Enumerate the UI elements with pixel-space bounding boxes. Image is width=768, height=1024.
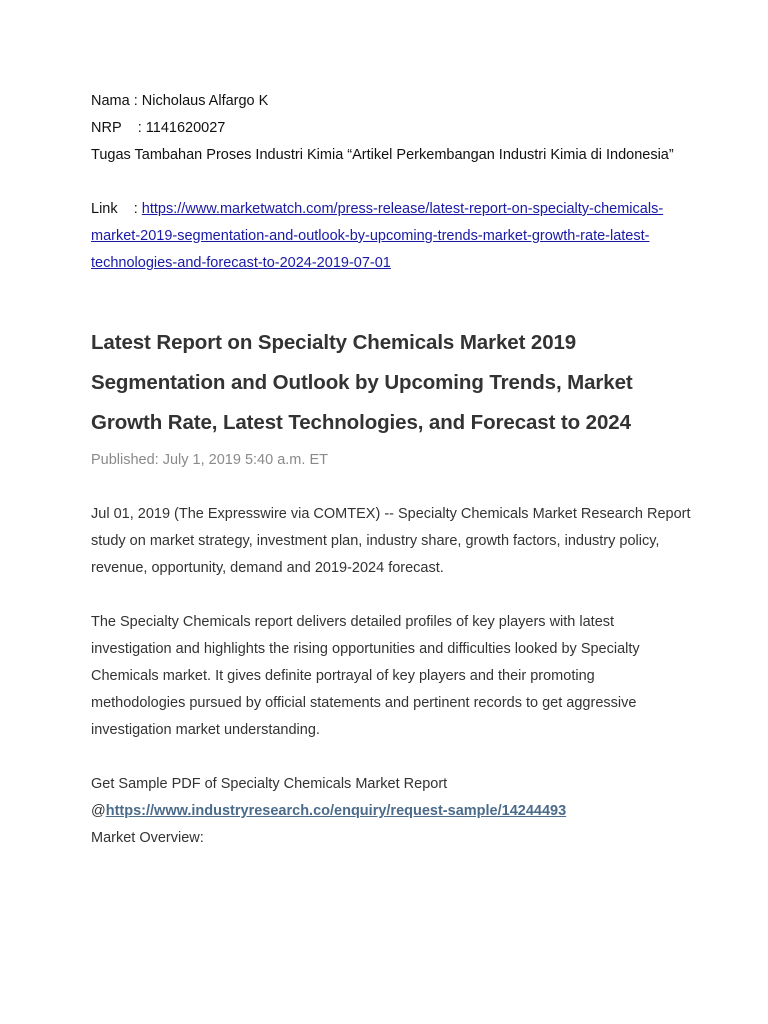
link-label: Link	[91, 201, 118, 217]
nrp-line: NRP : 1141620027	[91, 120, 226, 136]
paragraph-profiles: The Specialty Chemicals report delivers detailed profiles of key players with latest investigation and highlights the rising opportunities and difficulties looked by Specialty Chemicals market. It gives definite portrayal of key players and their promoting methodologies pursued by official statements and pertinent records to get aggressive investigation market understanding.	[91, 614, 640, 738]
task-description: Tugas Tambahan Proses Industri Kimia “Artikel Perkembangan Industri Kimia di Indonesia”	[91, 147, 674, 163]
article-title: Latest Report on Specialty Chemicals Market 2019 Segmentation and Outlook by Upcoming Trends, Market Growth Rate, Latest Technologies, and Forecast to 2024	[91, 331, 633, 434]
sample-pdf-text: Get Sample PDF of Specialty Chemicals Market Report	[91, 776, 448, 792]
sample-pdf-line	[91, 798, 691, 825]
document-page	[91, 88, 691, 852]
sample-prefix: @	[91, 803, 106, 819]
nrp-label: NRP	[91, 120, 122, 136]
name-value: Nicholaus Alfargo K	[141, 93, 269, 109]
name-label: Nama	[91, 93, 130, 109]
name-line: Nama : Nicholaus Alfargo K	[91, 93, 269, 109]
market-overview-heading: Market Overview:	[91, 830, 204, 846]
published-date: Published: July 1, 2019 5:40 a.m. ET	[91, 452, 328, 468]
sample-pdf-link[interactable]: https://www.industryresearch.co/enquiry/request-sample/14244493	[105, 803, 567, 819]
source-link[interactable]: https://www.marketwatch.com/press-release/latest-report-on-specialty-chemicals-market-2019-segmentation-and-outlook-by-upcoming-trends-market-growth-rate-latest-technologies-and-forecast-to-2024-2019-07-01	[91, 201, 664, 271]
nrp-value: 1141620027	[145, 120, 226, 136]
paragraph-intro: Jul 01, 2019 (The Expresswire via COMTEX) -- Specialty Chemicals Market Research Report study on market strategy, investment plan, industry share, growth factors, industry policy, revenue, opportunity, demand and 2019-2024 forecast.	[91, 506, 691, 576]
source-link-line: Link : https://www.marketwatch.com/press-release/latest-report-on-specialty-chemicals-market-2019-segmentation-and-outlook-by-upcoming-trends-market-growth-rate-latest-technologies-and-forecast-to-2024-2019-07-01	[91, 201, 664, 271]
